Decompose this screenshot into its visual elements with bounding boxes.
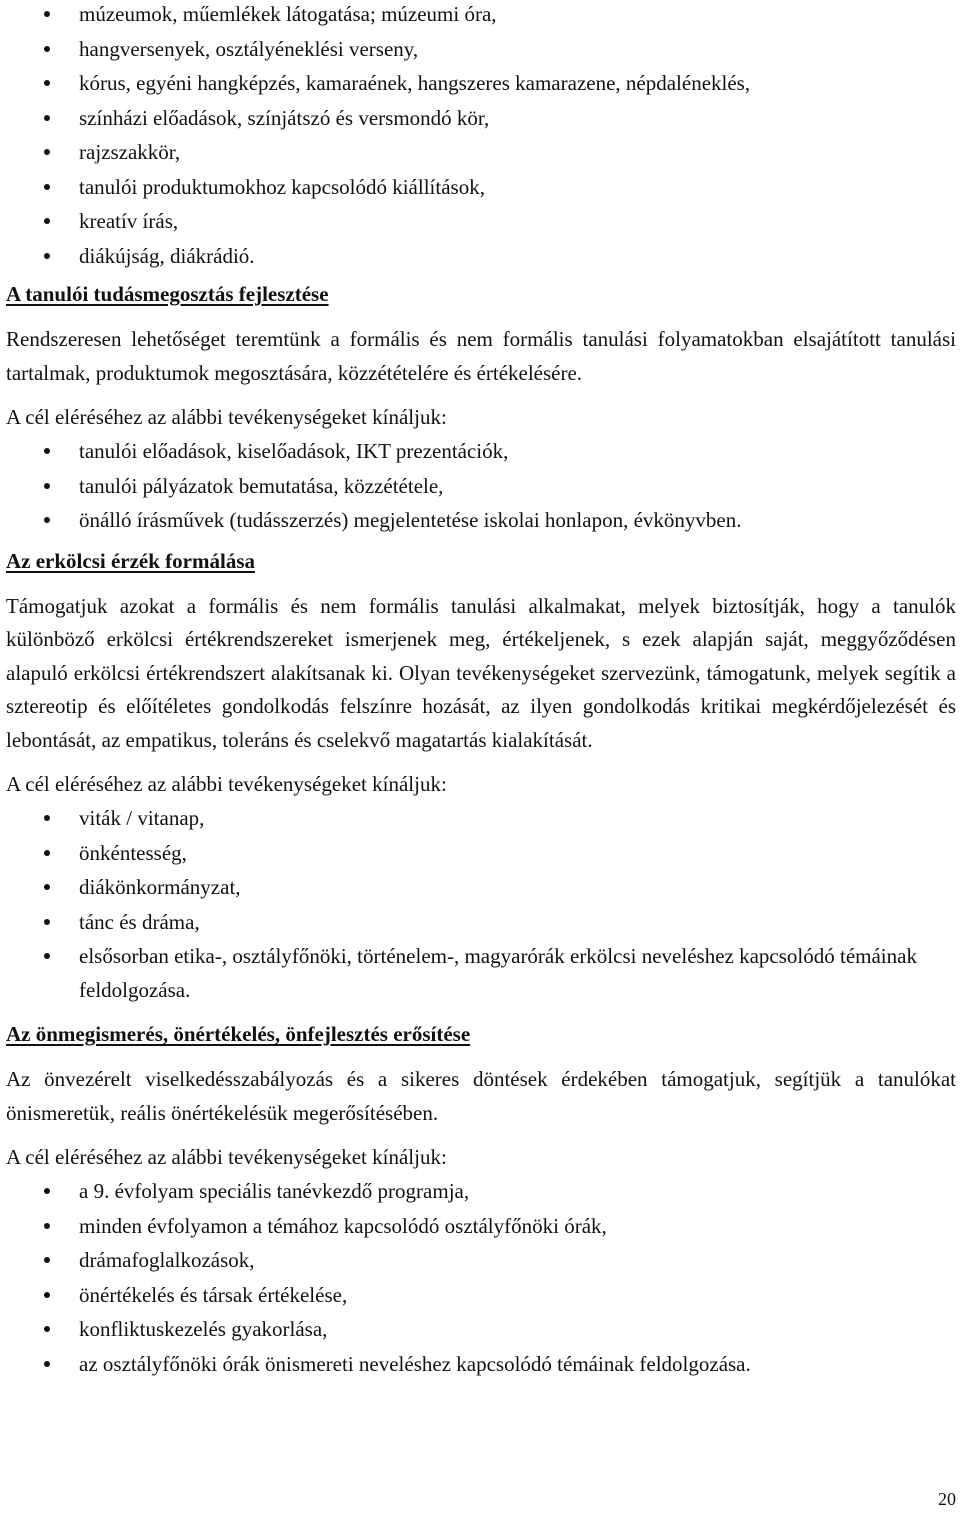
bullet-icon [44, 1326, 50, 1332]
list-item: a 9. évfolyam speciális tanévkezdő programja, [6, 1174, 956, 1209]
self-knowledge-activity-list [6, 1174, 956, 1381]
bullet-icon [44, 184, 50, 190]
bullet-icon [44, 517, 50, 523]
top-activity-list [6, 0, 956, 273]
list-item: tanulói produktumokhoz kapcsolódó kiállítások, [6, 170, 956, 205]
list-item: kórus, egyéni hangképzés, kamaraének, hangszeres kamarazene, népdaléneklés, [6, 66, 956, 101]
section-paragraph: Rendszeresen lehetőséget teremtünk a formális és nem formális tanulási folyamatokban elsajátított tanulási tartalmak, produktumok megosztására, közzétételére és értékelésére. [6, 327, 956, 385]
bullet-icon [44, 1292, 50, 1298]
activities-intro: A cél eléréséhez az alábbi tevékenységeket kínáljuk: [6, 1145, 447, 1169]
list-item: minden évfolyamon a témához kapcsolódó osztályfőnöki órák, [6, 1209, 956, 1244]
bullet-icon [44, 1223, 50, 1229]
list-item: tánc és dráma, [6, 905, 956, 940]
bullet-icon [44, 884, 50, 890]
document-page [6, 0, 956, 1381]
bullet-icon [44, 1257, 50, 1263]
bullet-icon [44, 953, 50, 959]
list-item: elsősorban etika-, osztályfőnöki, történelem-, magyarórák erkölcsi neveléshez kapcsolódó témáinak feldolgozása. [6, 939, 956, 1007]
list-item: tanulói pályázatok bemutatása, közzététele, [6, 469, 956, 504]
activities-intro: A cél eléréséhez az alábbi tevékenységeket kínáljuk: [6, 405, 447, 429]
bullet-icon [44, 80, 50, 86]
section-heading-knowledge-sharing: A tanulói tudásmegosztás fejlesztése [6, 282, 329, 306]
list-item: rajzszakkör, [6, 135, 956, 170]
bullet-icon [44, 919, 50, 925]
list-item: önértékelés és társak értékelése, [6, 1278, 956, 1313]
bullet-icon [44, 448, 50, 454]
bullet-icon [44, 253, 50, 259]
bullet-icon [44, 115, 50, 121]
list-item: önkéntesség, [6, 836, 956, 871]
list-item: diákönkormányzat, [6, 870, 956, 905]
bullet-icon [44, 218, 50, 224]
section-heading-self-knowledge: Az önmegismerés, önértékelés, önfejlesztés erősítése [6, 1022, 471, 1046]
bullet-icon [44, 850, 50, 856]
bullet-icon [44, 483, 50, 489]
list-item: diákújság, diákrádió. [6, 239, 956, 274]
list-item: kreatív írás, [6, 204, 956, 239]
list-item: hangversenyek, osztályéneklési verseny, [6, 32, 956, 67]
knowledge-sharing-activity-list [6, 434, 956, 538]
list-item: az osztályfőnöki órák önismereti neveléshez kapcsolódó témáinak feldolgozása. [6, 1347, 956, 1382]
bullet-icon [44, 1361, 50, 1367]
list-item: múzeumok, műemlékek látogatása; múzeumi óra, [6, 0, 956, 32]
list-item: önálló írásművek (tudásszerzés) megjelentetése iskolai honlapon, évkönyvben. [6, 503, 956, 538]
section-paragraph: Támogatjuk azokat a formális és nem formális tanulási alkalmakat, melyek biztosítják, hogy a tanulók különböző erkölcsi értékrendszereket ismerjenek meg, értékeljenek, s ezek alapján saját, meggyőződésen alapuló erkölcsi értékrendszert alakítsanak ki. Olyan tevékenységeket szervezünk, támogatunk, melyek segítik a sztereotip és előítéletes gondolkodás felszínre hozását, az ilyen gondolkodás kritikai megkérdőjelezését és lebontását, az empatikus, toleráns és cselekvő magatartás kialakítását. [6, 593, 956, 752]
list-item: tanulói előadások, kiselőadások, IKT prezentációk, [6, 434, 956, 469]
section-heading-moral-sense: Az erkölcsi érzék formálása [6, 548, 255, 573]
activities-intro: A cél eléréséhez az alábbi tevékenységeket kínáljuk: [6, 772, 447, 796]
list-item: konfliktuskezelés gyakorlása, [6, 1312, 956, 1347]
list-item: drámafoglalkozások, [6, 1243, 956, 1278]
bullet-icon [44, 149, 50, 155]
bullet-icon [44, 46, 50, 52]
bullet-icon [44, 1188, 50, 1194]
page-number: 20 [938, 1489, 956, 1509]
list-item: viták / vitanap, [6, 801, 956, 836]
bullet-icon [44, 815, 50, 821]
section-paragraph: Az önvezérelt viselkedésszabályozás és a sikeres döntések érdekében támogatjuk, segítjük a tanulókat önismeretük, reális önértékelésük megerősítésében. [6, 1067, 956, 1125]
moral-sense-activity-list [6, 801, 956, 1007]
list-item: színházi előadások, színjátszó és versmondó kör, [6, 101, 956, 136]
bullet-icon [44, 11, 50, 17]
